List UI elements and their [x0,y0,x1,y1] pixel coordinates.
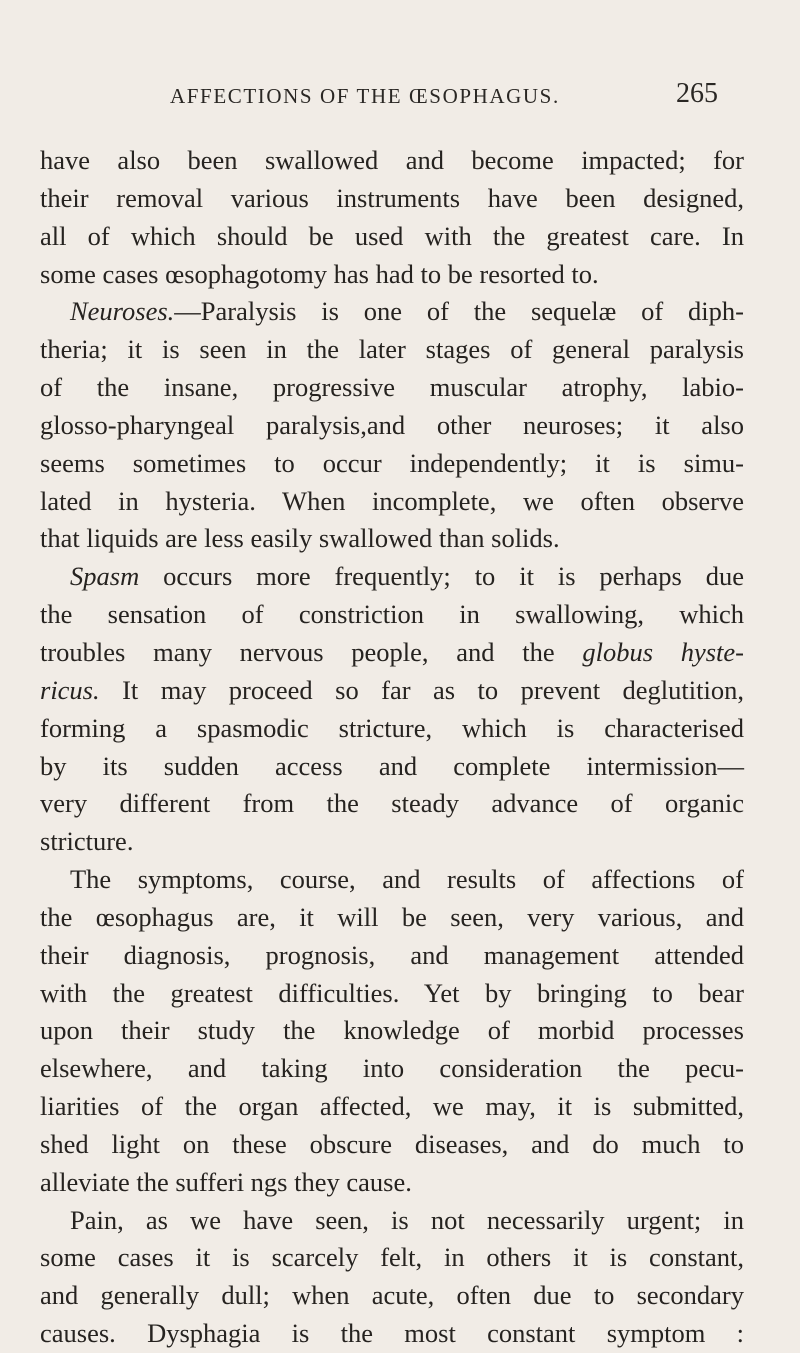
text-line: seems sometimes to occur independently; it is simu- [40,447,744,478]
text-line: their removal various instruments have been designed, [40,182,744,213]
text-span: troubles many nervous people, and the [40,636,583,667]
running-head-title: AFFECTIONS OF THE ŒSOPHAGUS. [170,84,560,108]
text-line: alleviate the sufferi ngs they cause. [40,1166,412,1197]
text-line: have also been swallowed and become impacted; for [40,145,744,175]
text-line [40,293,744,331]
italic-term: ricus. [40,674,100,705]
text-line: with the greatest difficulties. Yet by bringing to bear [40,977,744,1008]
text-line: upon their study the knowledge of morbid processes [40,1015,744,1046]
text-line: The symptoms, course, and results of affections of [70,864,744,895]
text-line: theria; it is seen in the later stages of general paralysis [40,334,744,365]
text-line: forming a spasmodic stricture, which is characterised [40,712,744,743]
text-span: —Paralysis is one of the sequelæ of diph- [174,296,744,327]
text-line: liarities of the organ affected, we may, it is submitted, [40,1091,744,1122]
text-line: that liquids are less easily swallowed than solids. [40,523,560,554]
body-text [40,142,744,1353]
text-line: shed light on these obscure diseases, and do much to [40,1128,744,1159]
text-line [40,558,744,596]
text-span: It may proceed so far as to prevent deglutition, [99,674,744,705]
text-line: by its sudden access and complete intermission— [40,750,744,781]
text-line: some cases it is scarcely felt, in others it is constant, [40,1242,744,1273]
text-line: of the insane, progressive muscular atrophy, labio- [40,372,744,403]
section-heading-spasm: Spasm [70,561,140,592]
text-line: lated in hysteria. When incomplete, we often observe [40,485,744,516]
text-line: glosso-pharyngeal paralysis,and other neuroses; it also [40,409,744,440]
text-line [40,634,744,672]
section-heading-neuroses: Neuroses. [70,296,175,327]
text-line: the sensation of constriction in swallowing, which [40,599,744,630]
text-line: the œsophagus are, it will be seen, very various, and [40,901,744,932]
text-line: all of which should be used with the greatest care. In [40,220,744,251]
text-line: and generally dull; when acute, often due to secondary [40,1280,744,1311]
text-line: their diagnosis, prognosis, and management attended [40,939,744,970]
italic-term: globus hyste- [582,636,745,667]
text-span: occurs more frequently; to it is perhaps due [139,561,744,592]
text-line: elsewhere, and taking into consideration the pecu- [40,1053,744,1084]
page-number: 265 [676,78,718,109]
text-line: some cases œsophagotomy has had to be resorted to. [40,258,599,289]
text-line: very different from the steady advance of organic [40,788,744,819]
text-line: stricture. [40,826,134,857]
text-line: Pain, as we have seen, is not necessarily urgent; in [70,1204,744,1235]
text-line [40,672,744,710]
text-line: causes. Dysphagia is the most constant symptom : [40,1318,744,1349]
